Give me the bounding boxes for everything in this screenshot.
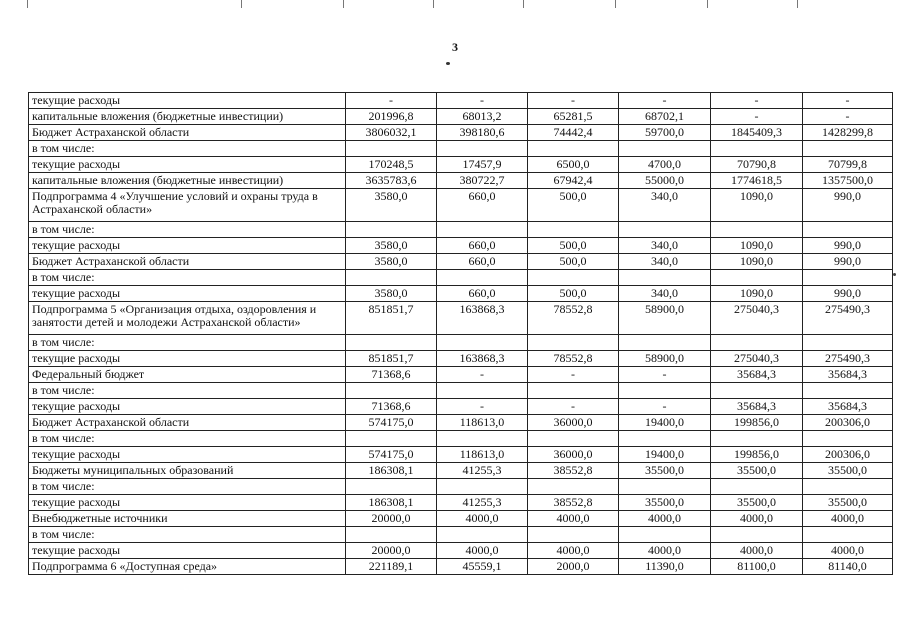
value-cell: 199856,0 — [711, 447, 803, 463]
value-cell: 4000,0 — [437, 543, 528, 559]
value-cell: 201996,8 — [346, 109, 437, 125]
value-cell: 163868,3 — [437, 302, 528, 335]
value-cell: 1090,0 — [711, 286, 803, 302]
table-row — [29, 511, 893, 527]
value-cell — [528, 383, 619, 399]
value-cell: 500,0 — [528, 189, 619, 222]
row-label: Бюджет Астраханской области — [29, 254, 346, 270]
value-cell: 3580,0 — [346, 238, 437, 254]
margin-dot — [893, 273, 896, 276]
page-number: 3 — [452, 40, 458, 54]
value-cell: 1357500,0 — [803, 173, 893, 189]
value-cell: 990,0 — [803, 286, 893, 302]
table-row — [29, 399, 893, 415]
value-cell: - — [803, 109, 893, 125]
row-label: текущие расходы — [29, 351, 346, 367]
value-cell: - — [437, 93, 528, 109]
value-cell: 380722,7 — [437, 173, 528, 189]
value-cell: 851851,7 — [346, 351, 437, 367]
value-cell: 81100,0 — [711, 559, 803, 575]
row-label: текущие расходы — [29, 93, 346, 109]
value-cell: 35684,3 — [803, 367, 893, 383]
value-cell — [803, 335, 893, 351]
row-label: Бюджет Астраханской области — [29, 415, 346, 431]
value-cell — [619, 431, 711, 447]
value-cell: 70790,8 — [711, 157, 803, 173]
table-row — [29, 351, 893, 367]
row-label: Внебюджетные источники — [29, 511, 346, 527]
row-label: текущие расходы — [29, 447, 346, 463]
value-cell — [711, 383, 803, 399]
value-cell: 340,0 — [619, 254, 711, 270]
value-cell: 990,0 — [803, 254, 893, 270]
table-row — [29, 173, 893, 189]
value-cell — [711, 431, 803, 447]
row-label: Подпрограмма 6 «Доступная среда» — [29, 559, 346, 575]
value-cell: 990,0 — [803, 189, 893, 222]
value-cell: 340,0 — [619, 189, 711, 222]
table-row — [29, 431, 893, 447]
value-cell — [437, 383, 528, 399]
value-cell: 68013,2 — [437, 109, 528, 125]
value-cell: 574175,0 — [346, 415, 437, 431]
value-cell: 35500,0 — [803, 463, 893, 479]
value-cell: - — [619, 399, 711, 415]
value-cell: 71368,6 — [346, 399, 437, 415]
value-cell: 1090,0 — [711, 254, 803, 270]
value-cell: 398180,6 — [437, 125, 528, 141]
value-cell — [803, 141, 893, 157]
value-cell: 118613,0 — [437, 447, 528, 463]
value-cell: 4000,0 — [803, 543, 893, 559]
value-cell: 660,0 — [437, 189, 528, 222]
row-label: в том числе: — [29, 222, 346, 238]
value-cell: 11390,0 — [619, 559, 711, 575]
value-cell — [619, 222, 711, 238]
budget-table-body — [29, 93, 893, 575]
value-cell — [711, 335, 803, 351]
value-cell: 199856,0 — [711, 415, 803, 431]
value-cell: 1090,0 — [711, 189, 803, 222]
value-cell — [528, 270, 619, 286]
row-label: в том числе: — [29, 270, 346, 286]
value-cell — [711, 527, 803, 543]
value-cell: 38552,8 — [528, 463, 619, 479]
value-cell — [803, 383, 893, 399]
value-cell: 35500,0 — [711, 495, 803, 511]
table-row — [29, 238, 893, 254]
row-label: Подпрограмма 4 «Улучшение условий и охраны труда в Астраханской области» — [29, 189, 346, 222]
value-cell: - — [437, 367, 528, 383]
row-label: в том числе: — [29, 527, 346, 543]
row-label: текущие расходы — [29, 495, 346, 511]
value-cell: 221189,1 — [346, 559, 437, 575]
value-cell: 200306,0 — [803, 415, 893, 431]
table-row — [29, 383, 893, 399]
value-cell — [528, 479, 619, 495]
value-cell: 990,0 — [803, 238, 893, 254]
value-cell: 74442,4 — [528, 125, 619, 141]
value-cell: 17457,9 — [437, 157, 528, 173]
value-cell: 19400,0 — [619, 447, 711, 463]
row-label: Бюджеты муниципальных образований — [29, 463, 346, 479]
table-row — [29, 559, 893, 575]
value-cell — [619, 527, 711, 543]
value-cell: 4000,0 — [803, 511, 893, 527]
table-row — [29, 157, 893, 173]
value-cell: 35684,3 — [711, 399, 803, 415]
value-cell: 20000,0 — [346, 511, 437, 527]
top-edge-marks — [27, 0, 892, 10]
value-cell: 200306,0 — [803, 447, 893, 463]
table-row — [29, 286, 893, 302]
row-label: текущие расходы — [29, 238, 346, 254]
value-cell: 4000,0 — [437, 511, 528, 527]
value-cell: 118613,0 — [437, 415, 528, 431]
value-cell: 19400,0 — [619, 415, 711, 431]
table-row — [29, 527, 893, 543]
value-cell — [619, 335, 711, 351]
value-cell: 71368,6 — [346, 367, 437, 383]
value-cell: - — [528, 93, 619, 109]
value-cell: - — [346, 93, 437, 109]
table-row — [29, 367, 893, 383]
value-cell — [528, 527, 619, 543]
table-row — [29, 479, 893, 495]
value-cell: 4000,0 — [619, 511, 711, 527]
value-cell: 4000,0 — [619, 543, 711, 559]
value-cell: 4000,0 — [711, 543, 803, 559]
row-label: капитальные вложения (бюджетные инвестиции) — [29, 109, 346, 125]
value-cell — [437, 222, 528, 238]
table-row — [29, 415, 893, 431]
value-cell: 3580,0 — [346, 189, 437, 222]
value-cell: 35500,0 — [619, 463, 711, 479]
value-cell: 78552,8 — [528, 351, 619, 367]
value-cell: 35684,3 — [803, 399, 893, 415]
table-row — [29, 254, 893, 270]
value-cell — [711, 270, 803, 286]
value-cell — [803, 527, 893, 543]
value-cell: 3635783,6 — [346, 173, 437, 189]
table-row — [29, 222, 893, 238]
value-cell: 3580,0 — [346, 254, 437, 270]
value-cell: 275490,3 — [803, 302, 893, 335]
value-cell — [437, 141, 528, 157]
value-cell — [528, 141, 619, 157]
value-cell: - — [528, 399, 619, 415]
budget-table — [28, 92, 893, 575]
value-cell: 4000,0 — [711, 511, 803, 527]
value-cell: 65281,5 — [528, 109, 619, 125]
value-cell: 59700,0 — [619, 125, 711, 141]
value-cell: 35500,0 — [711, 463, 803, 479]
value-cell: 41255,3 — [437, 463, 528, 479]
value-cell: 36000,0 — [528, 415, 619, 431]
value-cell — [437, 270, 528, 286]
value-cell: 340,0 — [619, 286, 711, 302]
table-row — [29, 447, 893, 463]
value-cell — [437, 431, 528, 447]
value-cell: - — [528, 367, 619, 383]
value-cell: 186308,1 — [346, 495, 437, 511]
value-cell: - — [711, 93, 803, 109]
value-cell: 70799,8 — [803, 157, 893, 173]
value-cell — [346, 222, 437, 238]
table-row — [29, 93, 893, 109]
value-cell: 275040,3 — [711, 302, 803, 335]
value-cell: 58900,0 — [619, 351, 711, 367]
value-cell: - — [437, 399, 528, 415]
value-cell: - — [619, 367, 711, 383]
value-cell: 41255,3 — [437, 495, 528, 511]
value-cell — [346, 479, 437, 495]
value-cell — [528, 431, 619, 447]
value-cell: 58900,0 — [619, 302, 711, 335]
value-cell: 660,0 — [437, 238, 528, 254]
value-cell: 163868,3 — [437, 351, 528, 367]
value-cell — [346, 270, 437, 286]
value-cell: - — [803, 93, 893, 109]
value-cell — [346, 383, 437, 399]
table-row — [29, 125, 893, 141]
value-cell: 574175,0 — [346, 447, 437, 463]
row-label: текущие расходы — [29, 286, 346, 302]
value-cell — [346, 527, 437, 543]
row-label: в том числе: — [29, 479, 346, 495]
value-cell: 660,0 — [437, 254, 528, 270]
value-cell: 340,0 — [619, 238, 711, 254]
value-cell: - — [619, 93, 711, 109]
table-row — [29, 270, 893, 286]
value-cell — [619, 141, 711, 157]
value-cell — [437, 527, 528, 543]
value-cell — [437, 479, 528, 495]
value-cell — [346, 141, 437, 157]
value-cell: 67942,4 — [528, 173, 619, 189]
value-cell: 275490,3 — [803, 351, 893, 367]
value-cell — [619, 270, 711, 286]
value-cell: 20000,0 — [346, 543, 437, 559]
value-cell: 68702,1 — [619, 109, 711, 125]
row-label: текущие расходы — [29, 399, 346, 415]
value-cell: 500,0 — [528, 238, 619, 254]
value-cell — [711, 222, 803, 238]
value-cell — [346, 335, 437, 351]
row-label: в том числе: — [29, 431, 346, 447]
value-cell: 3806032,1 — [346, 125, 437, 141]
value-cell: 275040,3 — [711, 351, 803, 367]
value-cell: 35684,3 — [711, 367, 803, 383]
table-row — [29, 141, 893, 157]
value-cell — [619, 479, 711, 495]
value-cell: 186308,1 — [346, 463, 437, 479]
row-label: в том числе: — [29, 141, 346, 157]
value-cell: 36000,0 — [528, 447, 619, 463]
value-cell — [619, 383, 711, 399]
value-cell — [803, 222, 893, 238]
value-cell: 81140,0 — [803, 559, 893, 575]
value-cell: 4000,0 — [528, 511, 619, 527]
value-cell: 660,0 — [437, 286, 528, 302]
value-cell — [803, 270, 893, 286]
table-row — [29, 463, 893, 479]
row-label: в том числе: — [29, 383, 346, 399]
value-cell — [528, 335, 619, 351]
value-cell — [711, 141, 803, 157]
value-cell: 170248,5 — [346, 157, 437, 173]
value-cell: 35500,0 — [803, 495, 893, 511]
row-label: капитальные вложения (бюджетные инвестиции) — [29, 173, 346, 189]
table-row — [29, 335, 893, 351]
row-label: текущие расходы — [29, 543, 346, 559]
row-label: Подпрограмма 5 «Организация отдыха, оздоровления и занятости детей и молодежи Астраханской области» — [29, 302, 346, 335]
value-cell: - — [711, 109, 803, 125]
row-label: Федеральный бюджет — [29, 367, 346, 383]
value-cell: 45559,1 — [437, 559, 528, 575]
row-label: текущие расходы — [29, 157, 346, 173]
row-label: в том числе: — [29, 335, 346, 351]
value-cell: 1845409,3 — [711, 125, 803, 141]
value-cell — [528, 222, 619, 238]
value-cell: 1090,0 — [711, 238, 803, 254]
table-row — [29, 302, 893, 335]
value-cell — [711, 479, 803, 495]
value-cell: 500,0 — [528, 286, 619, 302]
value-cell: 4700,0 — [619, 157, 711, 173]
table-row — [29, 543, 893, 559]
value-cell: 78552,8 — [528, 302, 619, 335]
value-cell — [346, 431, 437, 447]
table-row — [29, 495, 893, 511]
value-cell: 2000,0 — [528, 559, 619, 575]
row-label: Бюджет Астраханской области — [29, 125, 346, 141]
table-row — [29, 189, 893, 222]
value-cell — [803, 431, 893, 447]
page-dot — [446, 62, 450, 65]
value-cell: 1428299,8 — [803, 125, 893, 141]
value-cell: 55000,0 — [619, 173, 711, 189]
value-cell — [437, 335, 528, 351]
value-cell: 4000,0 — [528, 543, 619, 559]
value-cell: 500,0 — [528, 254, 619, 270]
table-row — [29, 109, 893, 125]
value-cell: 6500,0 — [528, 157, 619, 173]
value-cell: 38552,8 — [528, 495, 619, 511]
value-cell: 35500,0 — [619, 495, 711, 511]
value-cell: 3580,0 — [346, 286, 437, 302]
value-cell — [803, 479, 893, 495]
value-cell: 1774618,5 — [711, 173, 803, 189]
value-cell: 851851,7 — [346, 302, 437, 335]
